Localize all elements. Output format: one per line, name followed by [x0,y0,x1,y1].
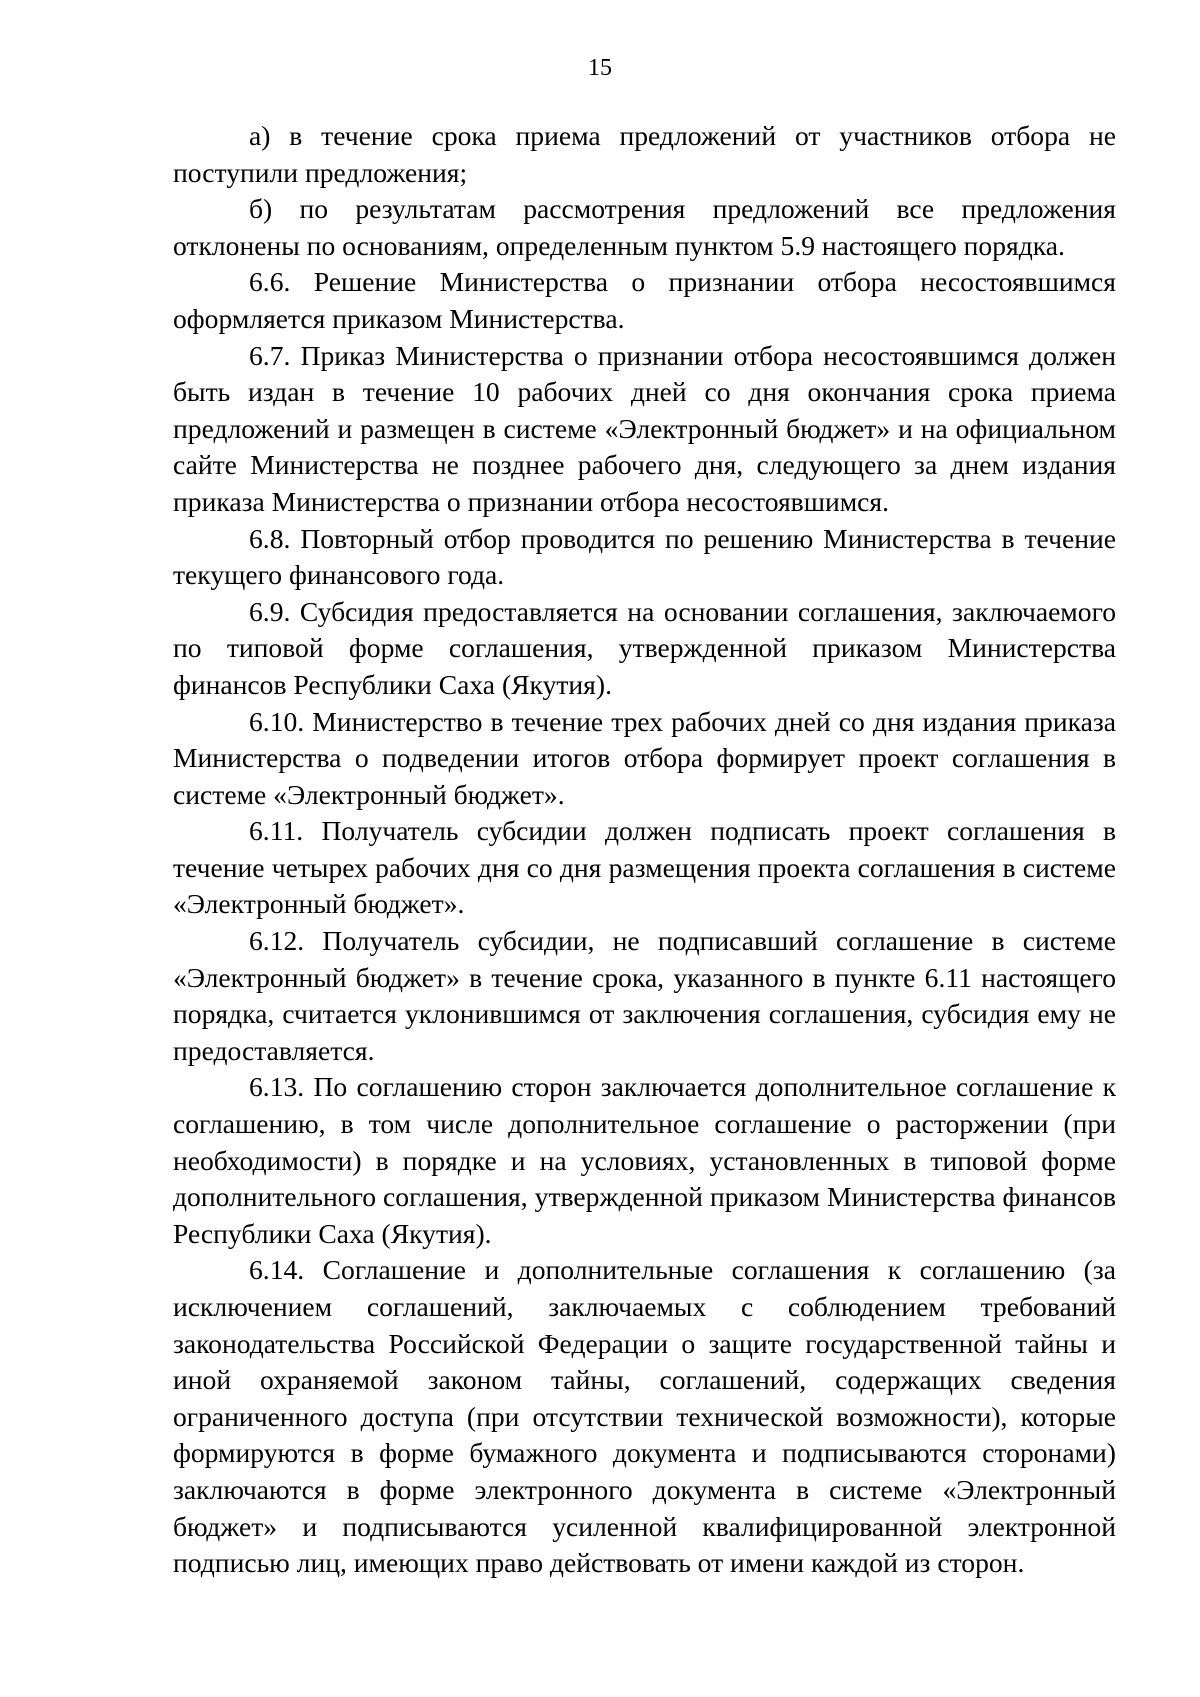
paragraph-6-6: 6.6. Решение Министерства о признании отбора несостоявшимся оформляется приказом Министерства. [173,266,1116,334]
paragraph-6-10: 6.10. Министерство в течение трех рабочих дней со дня издания приказа Министерства о подведении итогов отбора формирует проект соглашения в системе «Электронный бюджет». [173,705,1116,810]
paragraph-6-9: 6.9. Субсидия предоставляется на основании соглашения, заключаемого по типовой форме соглашения, утвержденной приказом Министерства финансов Республики Саха (Якутия). [173,595,1116,700]
paragraph-6-13: 6.13. По соглашению сторон заключается дополнительное соглашение к соглашению, в том числе дополнительное соглашение о расторжении (при необходимости) в порядке и на условиях, установленных в типовой форме дополнительного соглашения, утвержденной приказом Министерства финансов Республики Саха (Якутия). [173,1071,1116,1249]
paragraph-6-11: 6.11. Получатель субсидии должен подписать проект соглашения в течение четырех рабочих дня со дня размещения проекта соглашения в системе «Электронный бюджет». [173,815,1116,920]
page-number: 15 [588,55,612,81]
paragraph-6-14: 6.14. Соглашение и дополнительные соглашения к соглашению (за исключением соглашений, заключаемых с соблюдением требований законодательства Российской Федерации о защите государственной тайны и иной охраняемой законом тайны, соглашений, содержащих сведения ограниченного доступа (при отсутствии технической возможности), которые формируются в форме бумажного документа и подписываются сторонами) заключаются в форме электронного документа в системе «Электронный бюджет» и подписываются усиленной квалифицированной электронной подписью лиц, имеющих право действовать от имени каждой из сторон. [173,1254,1116,1579]
paragraph-b: б) по результатам рассмотрения предложений все предложения отклонены по основаниям, определенным пунктом 5.9 настоящего порядка. [173,193,1116,261]
paragraph-6-8: 6.8. Повторный отбор проводится по решению Министерства в течение текущего финансового года. [173,522,1116,591]
paragraph-a: а) в течение срока приема предложений от участников отбора не поступили предложения; [173,120,1116,188]
paragraph-6-12: 6.12. Получатель субсидии, не подписавший соглашение в системе «Электронный бюджет» в течение срока, указанного в пункте 6.11 настоящего порядка, считается уклонившимся от заключения соглашения, субсидия ему не предоставляется. [173,925,1116,1066]
document-body [173,118,1116,1582]
paragraph-6-7: 6.7. Приказ Министерства о признании отбора несостоявшимся должен быть издан в течение 10 рабочих дней со дня окончания срока приема предложений и размещен в системе «Электронный бюджет» и на официальном сайте Министерства не позднее рабочего дня, следующего за днем издания приказа Министерства о признании отбора несостоявшимся. [173,339,1116,517]
